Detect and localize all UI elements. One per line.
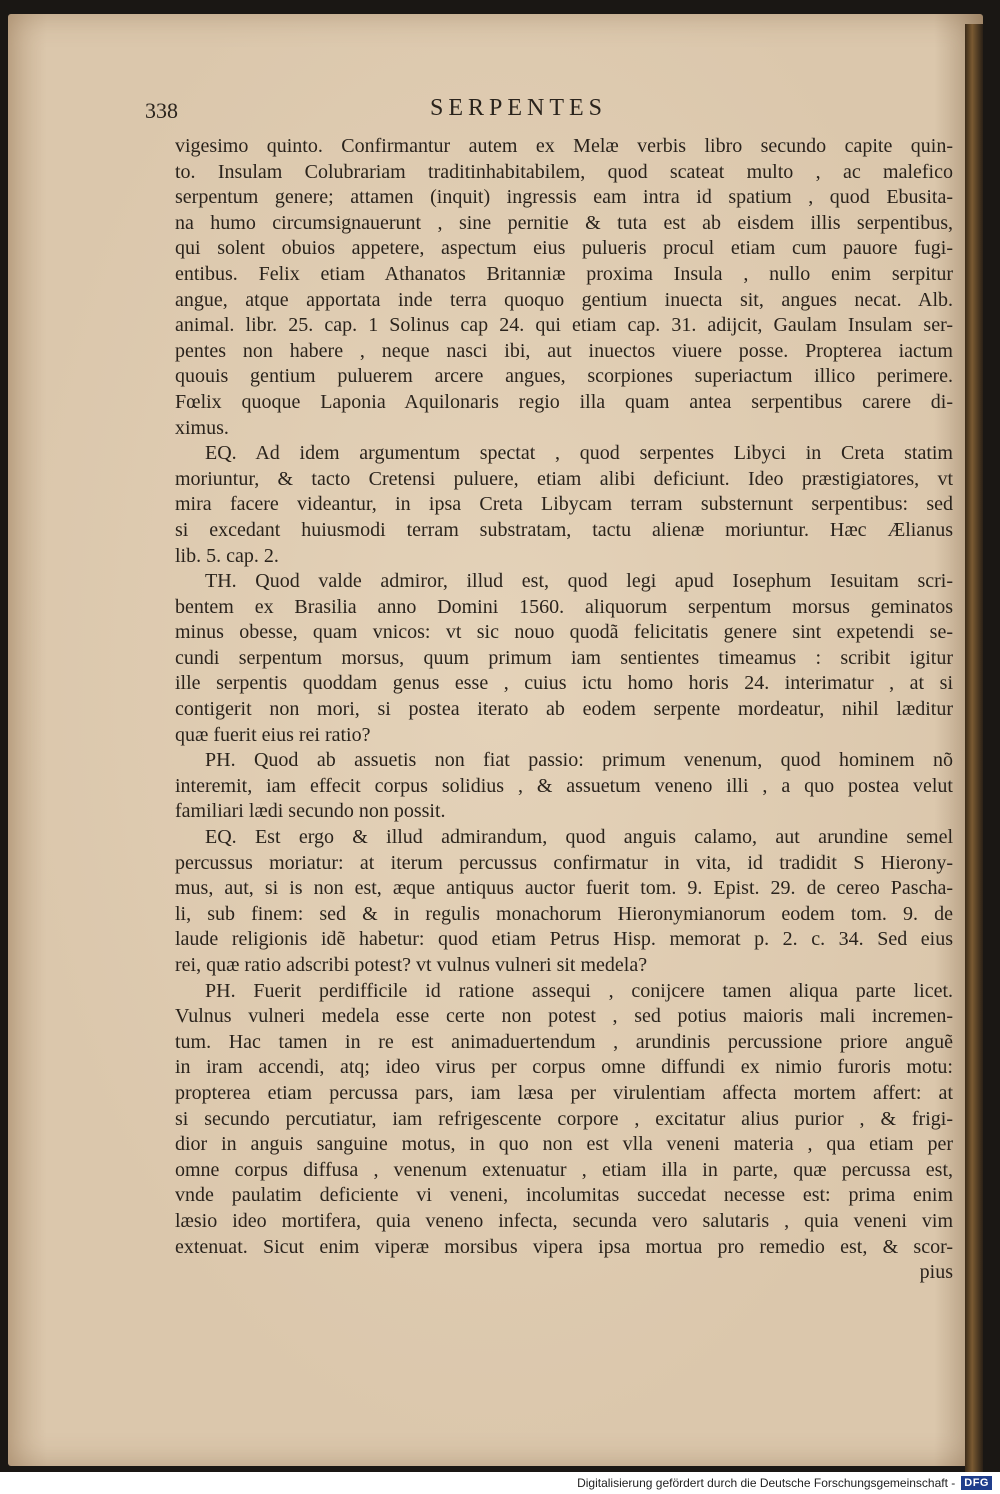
text-block xyxy=(145,95,953,1286)
text-line: dior in anguis sanguine motus, in quo non est vlla veneni materia , qua etiam per xyxy=(175,1133,953,1156)
text-line: moriuntur, & tacto Cretensi puluere, etiam alibi deficiunt. Ideo præstigiatores, vt xyxy=(175,467,953,490)
text-line: animal. libr. 25. cap. 1 Solinus cap 24. qui etiam cap. 31. adijcit, Gaulam Insulam ser- xyxy=(175,314,953,337)
text-line: si secundo percutiatur, iam refrigescente corpore , excitatur alius purior , & frigi- xyxy=(175,1107,953,1130)
text-line: PH. Fuerit perdifficile id ratione assequi , conijcere tamen aliqua parte licet. xyxy=(205,979,953,1002)
text-line: serpentum genere; attamen (inquit) ingressis eam intra id spatium , quod Ebusita- xyxy=(175,186,953,209)
text-line: familiari lædi secundo non possit. xyxy=(175,800,446,823)
text-line: na humo circumsignauerunt , sine pernitie & tuta est ab eisdem illis serpentibus, xyxy=(175,211,953,234)
body-text xyxy=(175,134,953,1286)
text-line: vigesimo quinto. Confirmantur autem ex Melæ verbis libro secundo capite quin- xyxy=(175,135,953,157)
text-line: cundi serpentum morsus, quum primum iam sentientes timeamus : scribit igitur xyxy=(175,646,953,669)
text-line: in iram accendi, atq; ideo virus per corpus omne diffundi ex nimio furoris motu: xyxy=(175,1056,953,1079)
text-line: li, sub finem: sed & in regulis monachorum Hieronymianorum eodem tom. 9. de xyxy=(175,902,953,925)
page-edge xyxy=(965,24,983,1484)
text-line: læsio ideo mortifera, quia veneno infecta, secunda vero salutaris , quia veneni vim xyxy=(175,1209,953,1232)
text-line: Fœlix quoque Laponia Aquilonaris regio illa quam antea serpentibus carere di- xyxy=(175,390,953,413)
text-line: angue, atque apportata inde terra quoquo gentium inuecta sit, angues necat. Alb. xyxy=(175,288,953,311)
text-line: vnde paulatim deficiente vi veneni, incolumitas succedat necesse est: prima enim xyxy=(175,1184,953,1207)
text-line: ximus. xyxy=(175,416,229,439)
text-line: bentem ex Brasilia anno Domini 1560. aliquorum serpentum morsus geminatos xyxy=(175,595,953,618)
text-line: interemit, iam effecit corpus solidius , & assuetum veneno illi , a quo postea velut xyxy=(175,774,953,797)
running-head: SERPENTES xyxy=(430,95,608,121)
text-line: EQ. Est ergo & illud admirandum, quod anguis calamo, aut arundine semel xyxy=(205,826,953,849)
catchword: pius xyxy=(919,1261,953,1284)
text-line: tum. Hac tamen in re est animaduertendum , arundinis percussione priore anguẽ xyxy=(175,1030,953,1053)
text-line: quouis gentium puluerem arcere angues, scorpiones superiactum illico perimere. xyxy=(175,365,953,388)
page-number: 338 xyxy=(145,98,178,123)
footer-bar xyxy=(0,1472,1000,1494)
text-line: omne corpus diffusa , venenum extenuatur , etiam illa in parte, quæ percussa est, xyxy=(175,1158,953,1181)
text-line: si excedant huiusmodi terram substratam, tactu alienæ moriuntur. Hæc Ælianus xyxy=(175,518,953,541)
text-line: Vulnus vulneri medela esse certe non potest , sed potius maioris mali incremen- xyxy=(175,1005,953,1028)
dfg-logo: DFG xyxy=(961,1476,992,1490)
text-line: to. Insulam Colubrariam traditinhabitabilem, quod scateat multo , ac malefico xyxy=(175,160,953,183)
text-line: EQ. Ad idem argumentum spectat , quod serpentes Libyci in Creta statim xyxy=(205,442,953,465)
text-line: PH. Quod ab assuetis non fiat passio: primum venenum, quod hominem nõ xyxy=(205,749,953,772)
text-line: quæ fuerit eius rei ratio? xyxy=(175,723,371,746)
text-line: extenuat. Sicut enim viperæ morsibus vipera ipsa mortua pro remedio est, & scor- xyxy=(175,1235,953,1258)
text-line: minus obesse, quam vnicos: vt sic nouo quodã felicitatis genere sint expetendi se- xyxy=(175,621,953,644)
text-line: contigerit non mori, si postea iterato ab eodem serpente mordeatur, nihil læditur xyxy=(175,698,953,721)
text-line: lib. 5. cap. 2. xyxy=(175,544,279,567)
text-line: percussus moriatur: at iterum percussus confirmatur in vita, id tradidit S Hierony- xyxy=(175,851,953,874)
text-line: entibus. Felix etiam Athanatos Britanniæ proxima Insula , nullo enim serpitur xyxy=(175,262,953,285)
funding-notice: Digitalisierung gefördert durch die Deutsche Forschungsgemeinschaft - xyxy=(577,1476,956,1490)
text-line: propterea etiam percussa pars, iam læsa per virulentiam affecta mortem affert: at xyxy=(175,1081,953,1104)
text-line: mira facere videantur, in ipsa Creta Libycam terram substernunt serpentibus: sed xyxy=(175,493,953,516)
text-line: laude religionis idẽ habetur: quod etiam Petrus Hisp. memorat p. 2. c. 34. Sed eius xyxy=(175,928,953,951)
text-line: mus, aut, si is non est, æque antiquus auctor fuerit tom. 9. Epist. 29. de cereo Pascha- xyxy=(175,877,953,900)
text-line: rei, quæ ratio adscribi potest? vt vulnus vulneri sit medela? xyxy=(175,954,648,976)
text-line: TH. Quod valde admiror, illud est, quod legi apud Iosephum Iesuitam scri- xyxy=(205,570,953,593)
text-line: pentes non habere , neque nasci ibi, aut inuectos viuere posse. Propterea iactum xyxy=(175,339,953,362)
text-line: qui solent obuios appetere, aspectum eius pulueris procul etiam cum pauore fugi- xyxy=(175,237,953,260)
text-line: ille serpentis quoddam genus esse , cuius ictu homo horis 24. interimatur , at si xyxy=(175,672,953,695)
page-header xyxy=(145,95,953,134)
